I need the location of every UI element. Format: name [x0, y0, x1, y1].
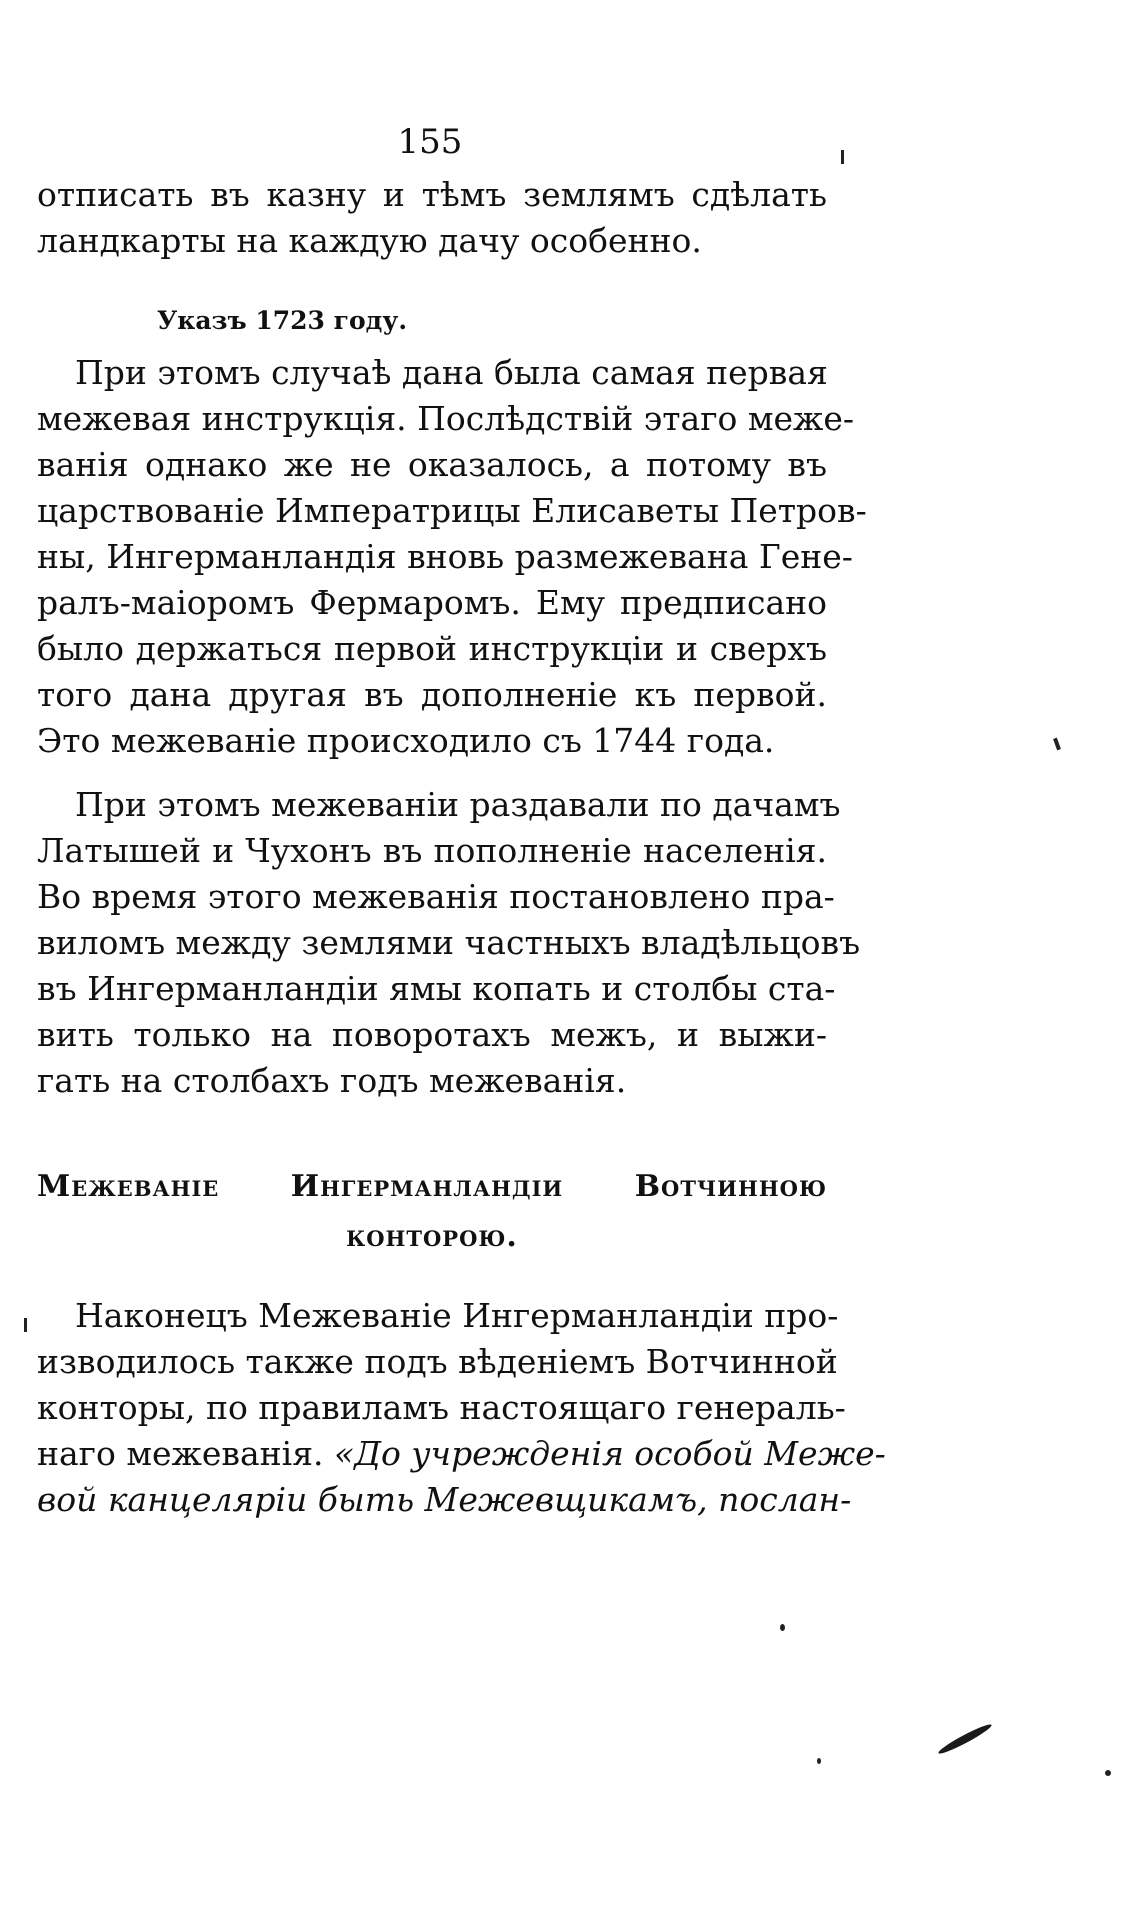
- text-line: изводилось также подъ вѣденіемъ Вотчинной: [37, 1342, 838, 1381]
- paragraph-1: [37, 350, 867, 764]
- text-line: При этомъ случаѣ дана была самая первая: [75, 353, 828, 392]
- text-line: ванія однако же не оказалось, а потому въ: [37, 445, 827, 484]
- scan-smudge: [937, 1721, 994, 1756]
- text-line: Латышей и Чухонъ въ пополненіе населенія.: [37, 831, 827, 870]
- text-line: было держаться первой инструкціи и сверхъ: [37, 629, 827, 668]
- text-line: виломъ между землями частныхъ владѣльцовъ: [37, 923, 861, 962]
- text-line: того дана другая въ дополненіе къ первой.: [37, 675, 827, 714]
- text-line: Во время этого межеванія постановлено пра-: [37, 877, 835, 916]
- section-heading-line: Межеваніе Ингерманландіи Вотчинною: [37, 1169, 827, 1204]
- paragraph-2: [37, 782, 861, 1104]
- text-line: вить только на поворотахъ межъ, и выжи-: [37, 1015, 827, 1054]
- paragraph-3: [37, 1293, 886, 1523]
- text-line: ландкарты на каждую дачу особенно.: [37, 221, 702, 260]
- text-line: При этомъ межеваніи раздавали по дачамъ: [75, 785, 841, 824]
- text-line: ны, Ингерманландія вновь размежевана Гене-: [37, 537, 853, 576]
- scan-speck: [780, 1624, 785, 1631]
- intro-text: [37, 172, 827, 264]
- text-line: отписать въ казну и тѣмъ землямъ сдѣлать: [37, 175, 827, 214]
- section-heading: [37, 1162, 827, 1262]
- text-line: въ Ингерманландіи ямы копать и столбы ста-: [37, 969, 836, 1008]
- scan-speck: [841, 150, 844, 164]
- quote-text: «До учрежденія особой Меже-: [334, 1434, 886, 1473]
- text-line: межевая инструкція. Послѣдствій этаго меже-: [37, 399, 855, 438]
- text-line: царствованіе Императрицы Елисаветы Петров-: [37, 491, 867, 530]
- citation: Указъ 1723 году.: [157, 306, 408, 335]
- text-line: ралъ-маіоромъ Фермаромъ. Ему предписано: [37, 583, 827, 622]
- text-line: конторы, по правиламъ настоящаго генераль-: [37, 1388, 846, 1427]
- scan-speck: [1105, 1770, 1111, 1776]
- section-heading-line: конторою.: [346, 1219, 518, 1254]
- text-line: [37, 1431, 886, 1477]
- text-line: Это межеваніе происходило съ 1744 года.: [37, 721, 775, 760]
- text-line: Наконецъ Межеваніе Ингерманландіи про-: [75, 1296, 839, 1335]
- text-line: гать на столбахъ годъ межеванія.: [37, 1061, 627, 1100]
- scan-speck: [24, 1318, 27, 1332]
- text-segment: наго межеванія.: [37, 1434, 324, 1473]
- quote-text: вой канцеляріи быть Межевщикамъ, послан-: [37, 1480, 852, 1519]
- scan-speck: [817, 1758, 821, 1764]
- scan-speck: [1053, 738, 1061, 751]
- page-number: 155: [397, 122, 463, 162]
